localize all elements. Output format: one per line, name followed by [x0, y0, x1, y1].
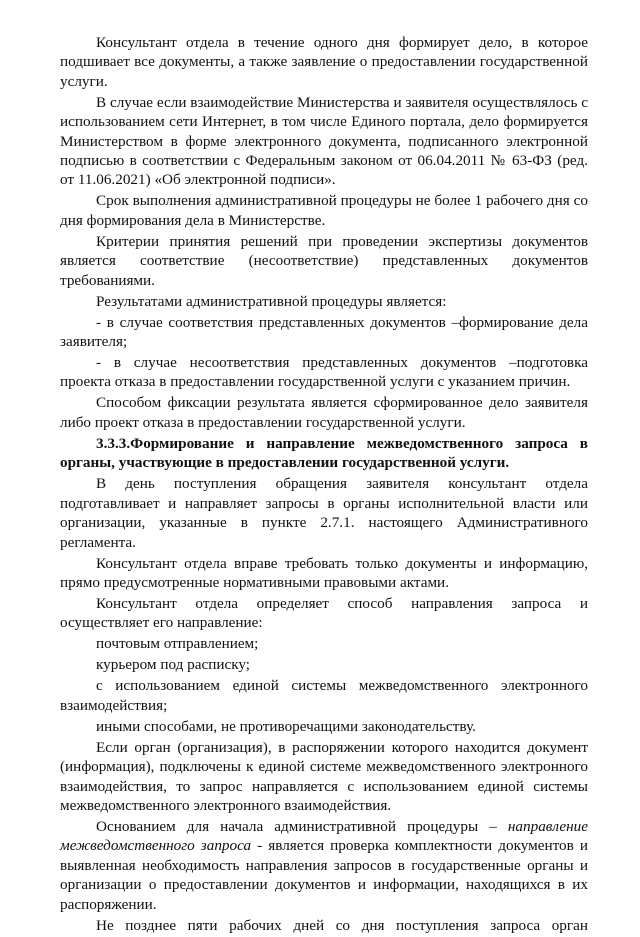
list-item: почтовым отправлением;	[96, 635, 259, 653]
list-item: - в случае несоответствия представленных документов –подготовка проекта отказа в предоставлении государственной услуги с указанием причин.	[60, 354, 588, 391]
list-item: с использованием единой системы межведомственного электронного взаимодействия;	[60, 677, 588, 714]
list-item: иными способами, не противоречащими законодательству.	[96, 717, 476, 735]
paragraph	[60, 817, 588, 914]
paragraph: Критерии принятия решений при проведении экспертизы документов является соответствие (несоответствие) представленных документов требованиями.	[60, 232, 588, 289]
paragraph: Срок выполнения административной процедуры не более 1 рабочего дня со дня формирования дела в Министерстве.	[60, 192, 588, 229]
paragraph: В день поступления обращения заявителя консультант отдела подготавливает и направляет запросы в органы исполнительной власти или организации, указанные в пункте 2.7.1. настоящего Административного регламента.	[60, 475, 588, 551]
paragraph: Способом фиксации результата является сформированное дело заявителя либо проект отказа в предоставлении государственной услуги.	[60, 394, 588, 431]
paragraph-text: Основанием для начала административной процедуры –	[96, 817, 508, 835]
paragraph: Консультант отдела вправе требовать только документы и информацию, прямо предусмотренные нормативными правовыми актами.	[60, 554, 588, 591]
list-item: курьером под расписку;	[96, 656, 250, 674]
paragraph: Консультант отдела в течение одного дня формирует дело, в которое подшивает все документы, а также заявление о предоставлении государственной услуги.	[60, 34, 588, 90]
paragraph: Консультант отдела определяет способ направления запроса и осуществляет его направление:	[60, 594, 588, 632]
list-item: - в случае соответствия представленных документов –формирование дела заявителя;	[60, 313, 588, 351]
paragraph-text: - является проверка комплектности документов и выявленная необходимость направления запросов в государственные органы и организации о предоставлении документов и информации, находящихся в их распоряжении.	[60, 837, 588, 913]
emphasis-text: направление межведомственного запроса	[60, 817, 588, 855]
paragraph: Результатами административной процедуры является:	[96, 292, 447, 310]
paragraph: Если орган (организация), в распоряжении которого находится документ (информация), подключены к единой системе межведомственного электронного взаимодействия, то запрос направляется с использованием единой системы межведомственного электронного взаимодействия.	[60, 738, 588, 814]
paragraph: В случае если взаимодействие Министерства и заявителя осуществлялось с использованием сети Интернет, в том числе Единого портала, дело формируется Министерством в форме электронного документа, подписанного электронной подписью в соответствии с Федеральным законом от 06.04.2011 № 63-ФЗ (ред. от 11.06.2021) «Об электронной подписи».	[60, 93, 588, 189]
document-body	[60, 33, 588, 937]
paragraph: Не позднее пяти рабочих дней со дня поступления запроса орган	[96, 916, 588, 934]
section-heading: 3.3.3.Формирование и направление межведомственного запроса в органы, участвующие в предоставлении государственной услуги.	[60, 434, 588, 472]
